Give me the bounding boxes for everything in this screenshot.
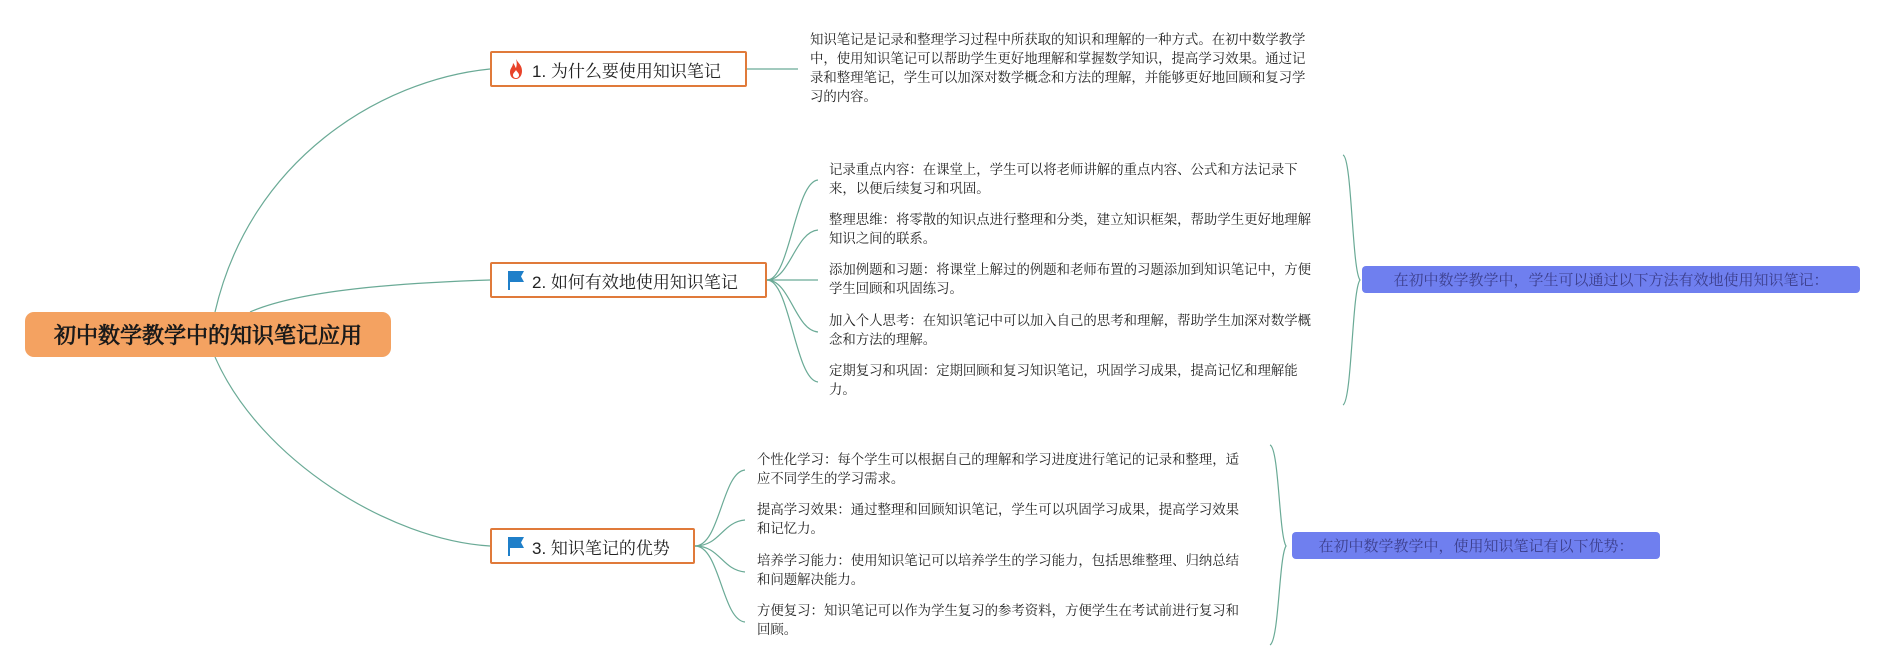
flag-icon [506,269,526,291]
connector-root-topic-2 [250,280,490,312]
root-topic[interactable] [25,312,391,357]
connector-topic-2-leaf-2 [767,230,818,280]
connector-topic-2-leaf-1 [767,180,818,280]
leaf-why-use-notes: 知识笔记是记录和整理学习过程中所获取的知识和理解的一种方式。在初中数学教学中，使用知识笔记可以帮助学生更好地理解和掌握数学知识，提高学习效果。通过记录和整理笔记，学生可以加深对数学概念和方法的理解，并能够更好地回顾和复习学习的内容。 [810,33,1306,105]
topic-label: 2. 如何有效地使用知识笔记 [532,272,738,292]
leaf-personalized-learning: 个性化学习：每个学生可以根据自己的理解和学习进度进行笔记的记录和整理，适应不同学生的学习需求。 [757,453,1240,487]
leaf-record-key-points: 记录重点内容：在课堂上，学生可以将老师讲解的重点内容、公式和方法记录下来，以便后续复习和巩固。 [829,163,1298,197]
connector-topic-3-leaf-2 [695,520,745,546]
summary-brace-2 [1343,155,1360,405]
leaf-develop-ability: 培养学习能力：使用知识笔记可以培养学生的学习能力，包括思维整理、归纳总结和问题解决能力。 [757,554,1240,588]
topic-how-to-use-notes[interactable] [490,262,767,298]
leaf-easy-review: 方便复习：知识笔记可以作为学生复习的参考资料，方便学生在考试前进行复习和回顾。 [757,604,1240,638]
leaf-organize-thinking: 整理思维：将零散的知识点进行整理和分类，建立知识框架，帮助学生更好地理解知识之间的联系。 [829,213,1312,247]
connector-topic-2-leaf-4 [767,280,818,332]
leaf-personal-thoughts: 加入个人思考：在知识笔记中可以加入自己的思考和理解，帮助学生加深对数学概念和方法的理解。 [829,314,1312,348]
connector-topic-2-leaf-5 [767,280,818,382]
connector-root-topic-1 [215,69,490,312]
leaf-regular-review: 定期复习和巩固：定期回顾和复习知识笔记，巩固学习成果，提高记忆和理解能力。 [829,364,1298,398]
connector-root-topic-3 [215,357,490,546]
fire-icon [506,58,526,80]
summary-advantages[interactable] [1292,532,1660,559]
connector-topic-3-leaf-3 [695,546,745,572]
leaf-add-examples: 添加例题和习题：将课堂上解过的例题和老师布置的习题添加到知识笔记中，方便学生回顾和巩固练习。 [829,263,1312,297]
topic-label: 3. 知识笔记的优势 [532,538,670,558]
summary-label: 在初中数学教学中，学生可以通过以下方法有效地使用知识笔记： [1393,271,1829,289]
summary-how-to-use[interactable] [1362,266,1860,293]
topic-advantages[interactable] [490,528,695,564]
summary-label: 在初中数学教学中，使用知识笔记有以下优势： [1318,537,1634,555]
topic-label: 1. 为什么要使用知识笔记 [532,61,721,81]
flag-icon [506,535,526,557]
summary-brace-3 [1270,445,1286,645]
root-topic-label: 初中数学教学中的知识笔记应用 [53,324,362,349]
topic-why-use-notes[interactable] [490,51,747,87]
leaf-improve-effect: 提高学习效果：通过整理和回顾知识笔记，学生可以巩固学习成果，提高学习效果和记忆力。 [757,503,1240,537]
